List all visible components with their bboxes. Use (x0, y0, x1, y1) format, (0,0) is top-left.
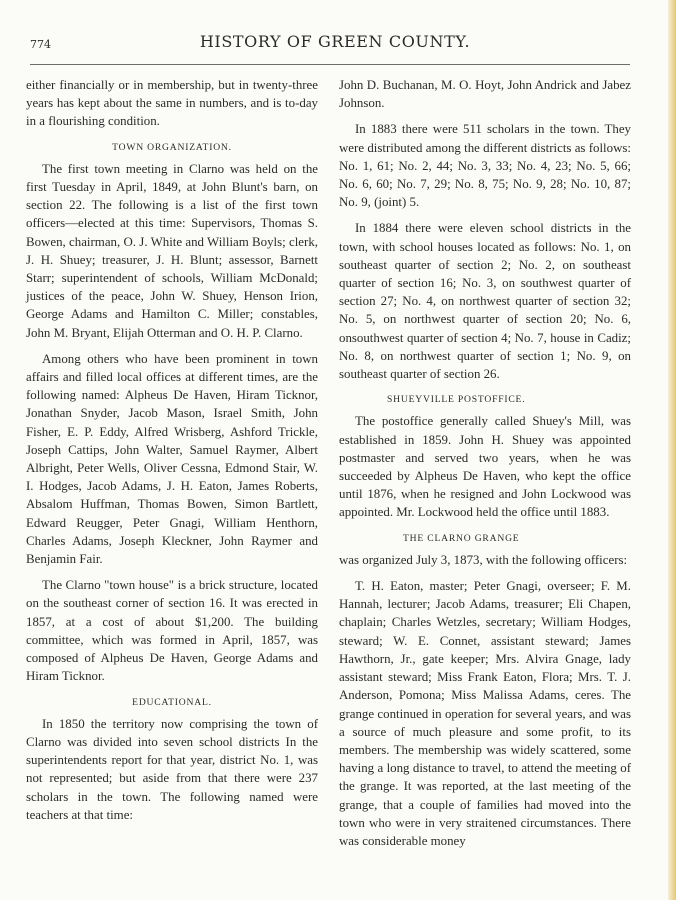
page-edge (668, 0, 676, 900)
paragraph-prominent: Among others who have been prominent in town affairs and filled local offices at different times, are the following named: Alpheus De Haven, Hiram Ticknor, Jonathan Snyder, Jacob Mason, Israel Smith, John Fisher, E. P. Eddy, Alfred Wrisberg, Ashford Trickle, Joseph Cattips, John Walter, Samuel Raymer, Albert Albright, Peter Wells, Oliver Cessna, Edmond Stair, W. I. Hodges, Jacob Adams, J. H. Eaton, James Roberts, Absalom Huffman, Thomas Bowen, Simon Bartlett, Edward Reugger, Peter Gnagi, William Henthorn, Charles Adams, Joseph Kleckner, John Raymer and Benjamin Fair. (26, 351, 318, 567)
right-column (339, 76, 631, 858)
paragraph-1850: In 1850 the territory now comprising the town of Clarno was divided into seven school districts In the superintendents report for that year, district No. 1, was not represented; but aside from that there were 237 scholars in the town. The following named were teachers at that time: (26, 716, 318, 822)
paragraph-continued: either financially or in membership, but in twenty-three years has kept about the same in numbers, and is to-day in a flourishing condition. (26, 78, 318, 129)
running-title: HISTORY OF GREEN COUNTY. (199, 32, 471, 51)
heading-town-organization: TOWN ORGANIZATION. (112, 141, 232, 153)
paragraph-1883: In 1883 there were 511 scholars in the town. They were distributed among the different districts as follows: No. 1, 61; No. 2, 44; No. 3, 33; No. 4, 23; No. 5, 66; No. 6, 60; No. 7, 29; No. 8, 75; No. 9, 28; No. 10, 87; No. 9, (joint) 5. (339, 122, 631, 210)
paragraph-teachers: John D. Buchanan, M. O. Hoyt, John Andrick and Jabez Johnson. (339, 78, 631, 111)
left-column (26, 76, 318, 832)
heading-educational: EDUCATIONAL. (132, 696, 212, 708)
heading-postoffice: SHUEYVILLE POSTOFFICE. (387, 394, 526, 406)
heading-grange: THE CLARNO GRANGE (403, 532, 520, 544)
page-number: 774 (30, 38, 51, 51)
paragraph-grange-officers: T. H. Eaton, master; Peter Gnagi, overseer; F. M. Hannah, lecturer; Jacob Adams, treasurer; Eli Chapen, chaplain; Charles Wetzles, secretary; William Hodges, steward; W. E. Connet, assistant steward; James Hawthorn, Jr., gate keeper; Mrs. Alvira Gnage, lady assistant steward; Miss Frank Eaton, Flora; Mrs. T. J. Anderson, Pomona; Miss Malissa Adams, ceres. The grange continued in operation for several years, and was a source of much pleasure and some profit, to its members. The membership was widely scattered, some having a long distance to travel, to attend the meeting of the grange. It was reported, at the last meeting of the grange, that a couple of families had moved into the town who were in very straitened circumstances. There was considerable money (339, 579, 631, 848)
paragraph-postoffice: The postoffice generally called Shuey's Mill, was established in 1859. John H. Shuey was appointed postmaster and served two years, when he was succeeded by Alpheus De Haven, who kept the office until 1876, when he resigned and John Lockwood was appointed. Mr. Lockwood held the office until 1883. (339, 414, 631, 520)
page-header (30, 32, 640, 56)
paragraph-1884: In 1884 there were eleven school districts in the town, with school houses located as follows: No. 1, on southeast quarter of section 2; No. 2, on southeast quarter of section 16; No. 3, on southwest quarter of section 27; No. 4, on northwest quarter of section 32; No. 5, on northwest quarter of section 20; No. 6, onsouthwest quarter of section 4; No. 7, house in Cadiz; No. 8, on northwest quarter of section 1; No. 9, on southeast quarter of section 26. (339, 221, 631, 382)
paragraph-first-meeting: The first town meeting in Clarno was held on the first Tuesday in April, 1849, at John Blunt's barn, on section 22. The following is a list of the first town officers—elected at this time: Supervisors, Thomas S. Bowen, chairman, O. J. White and William Boyls; clerk, J. H. Shuey; treasurer, J. H. Blunt; assessor, Barnett Starr; superintendent of schools, William McDonald; justices of the peace, John W. Shuey, Henson Irion, George Adams and Hamilton C. Miller; constables, John M. Bryant, Elijah Otterman and O. H. P. Clarno. (26, 161, 318, 340)
paragraph-grange-organized: was organized July 3, 1873, with the following officers: (339, 552, 628, 567)
paragraph-town-house: The Clarno "town house" is a brick structure, located on the southeast corner of section 16. It was erected in 1857, at a cost of about $1,200. The building committee, which was formed in April, 1857, was composed of Alpheus De Haven, George Adams and Hiram Ticknor. (26, 578, 318, 684)
header-rule (30, 64, 630, 65)
